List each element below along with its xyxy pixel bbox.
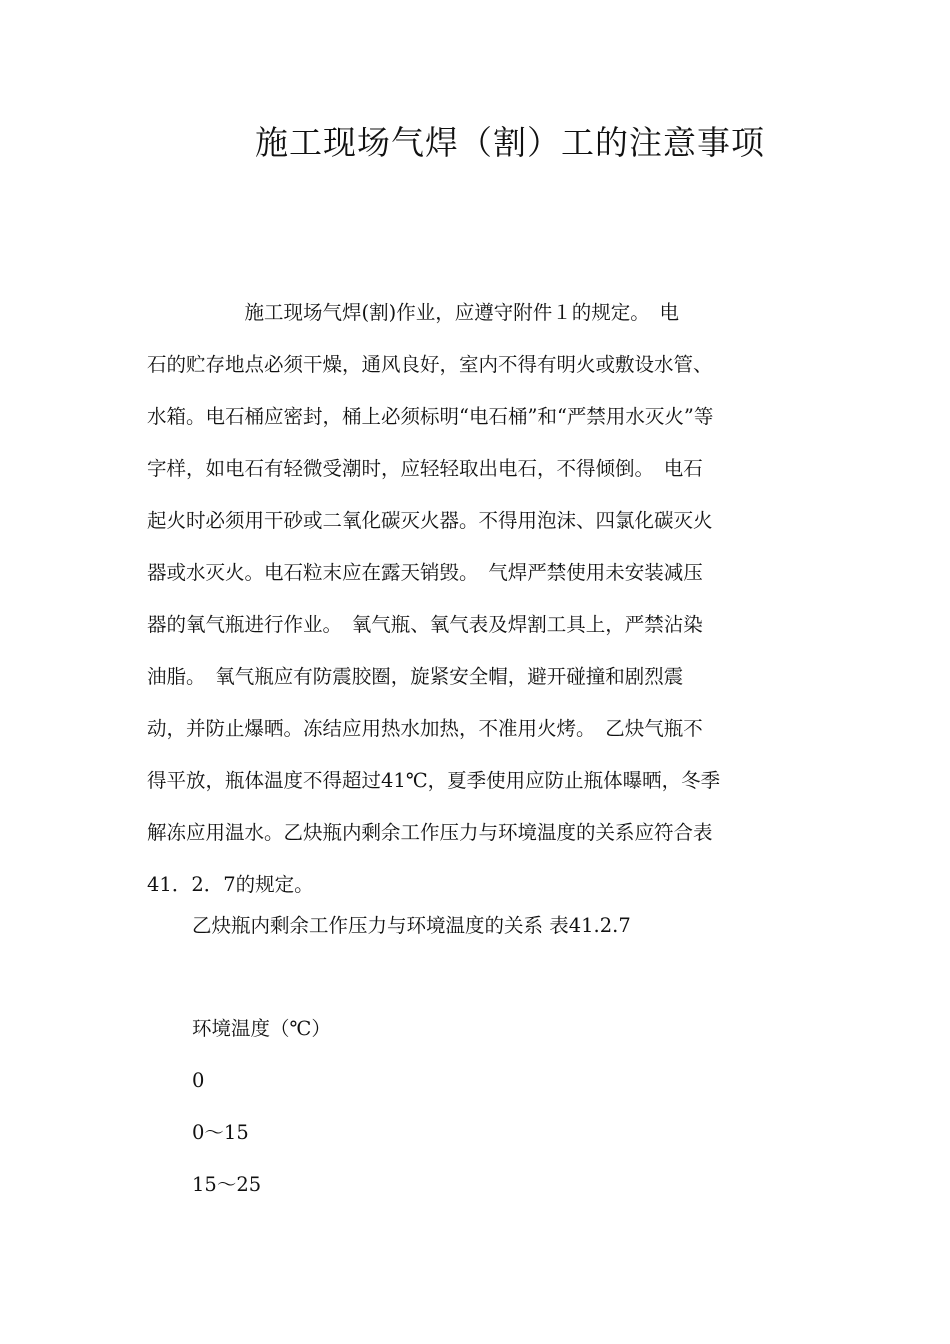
document-title: 施工现场气焊（割）工的注意事项 — [255, 123, 765, 162]
paragraph-line: 起火时必须用干砂或二氧化碳灭火器。不得用泡沫、四氯化碳灭火 — [147, 509, 713, 532]
paragraph-line: 得平放，瓶体温度不得超过41℃，夏季使用应防止瓶体曝晒，冬季 — [147, 769, 721, 792]
paragraph-line: 油脂。 氧气瓶应有防震胶圈，旋紧安全帽，避开碰撞和剧烈震 — [147, 665, 684, 688]
body-paragraph — [147, 287, 803, 911]
table-cell-header: 环境温度（℃） — [192, 1017, 331, 1040]
paragraph-line: 动，并防止爆晒。冻结应用热水加热，不准用火烤。 乙炔气瓶不 — [147, 717, 703, 740]
paragraph-line: 水箱。电石桶应密封，桶上必须标明“电石桶”和“严禁用水灭火”等 — [147, 405, 714, 428]
table-content — [192, 1005, 331, 1213]
table-cell: 15～25 — [192, 1173, 262, 1196]
paragraph-line: 施工现场气焊(割)作业，应遵守附件１的规定。 电 — [147, 301, 679, 324]
paragraph-line: 解冻应用温水。乙炔瓶内剩余工作压力与环境温度的关系应符合表 — [147, 821, 713, 844]
paragraph-line: 41．2．7的规定。 — [147, 873, 314, 896]
paragraph-line: 石的贮存地点必须干燥，通风良好，室内不得有明火或敷设水管、 — [147, 353, 713, 376]
table-cell: 0 — [192, 1069, 205, 1092]
paragraph-line: 器或水灭火。电石粒末应在露天销毁。 气焊严禁使用未安装减压 — [147, 561, 703, 584]
table-caption: 乙炔瓶内剩余工作压力与环境温度的关系 表41.2.7 — [192, 914, 631, 937]
paragraph-line: 字样，如电石有轻微受潮时，应轻轻取出电石，不得倾倒。 电石 — [147, 457, 703, 480]
table-cell: 0～15 — [192, 1121, 249, 1144]
paragraph-line: 器的氧气瓶进行作业。 氧气瓶、氧气表及焊割工具上，严禁沾染 — [147, 613, 703, 636]
